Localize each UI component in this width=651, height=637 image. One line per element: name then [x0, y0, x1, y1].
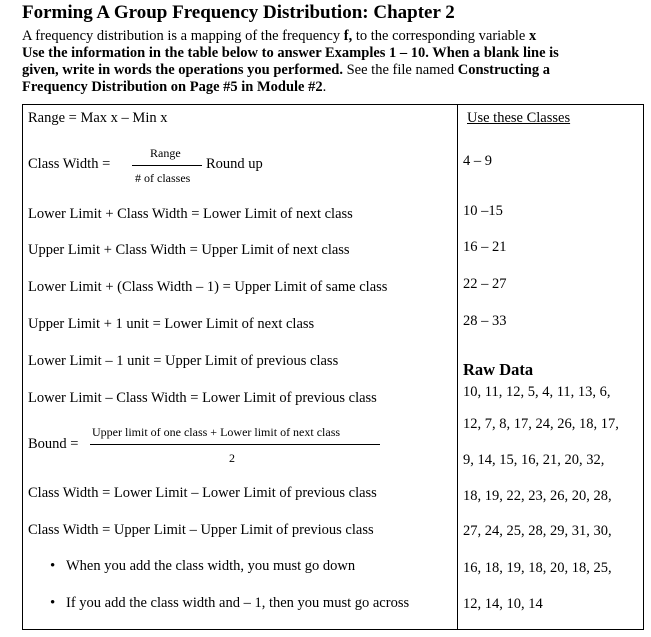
formula-lower-next-unit: Upper Limit + 1 unit = Lower Limit of next class — [28, 316, 315, 332]
bound-fraction-bar — [90, 444, 380, 445]
class-item: 4 – 9 — [463, 153, 492, 169]
page-title: Forming A Group Frequency Distribution: Chapter 2 — [22, 2, 455, 23]
class-width-denominator: # of classes — [135, 171, 191, 185]
formula-lower-next: Lower Limit + Class Width = Lower Limit of next class — [28, 206, 353, 222]
bullet-go-down: When you add the class width, you must go down — [66, 558, 356, 574]
bound-numerator: Upper limit of one class + Lower limit of next class — [92, 425, 341, 439]
class-width-numerator: Range — [150, 146, 181, 160]
class-item: 28 – 33 — [463, 313, 507, 329]
class-item: 16 – 21 — [463, 239, 507, 255]
raw-data-title: Raw Data — [463, 360, 534, 379]
formula-lower-previous: Lower Limit – Class Width = Lower Limit of previous class — [28, 390, 377, 406]
raw-data-line: 12, 14, 10, 14 — [463, 596, 543, 612]
bullet-go-across: If you add the class width and – 1, then you must go across — [66, 595, 410, 611]
bullet-dot-1: • — [50, 558, 56, 574]
bullet-dot-2: • — [50, 595, 56, 611]
class-width-round-up: Round up — [206, 156, 263, 172]
formula-upper-next: Upper Limit + Class Width = Upper Limit of next class — [28, 242, 350, 258]
table-divider — [457, 104, 458, 630]
bound-denominator: 2 — [229, 451, 235, 465]
raw-data-line: 9, 14, 15, 16, 21, 20, 32, — [463, 452, 605, 468]
raw-data-line: 27, 24, 25, 28, 29, 31, 30, — [463, 523, 612, 539]
class-width-fraction-bar — [132, 165, 202, 166]
intro-line-2: Use the information in the table below to answer Examples 1 – 10. When a blank line is — [22, 45, 559, 61]
formula-width-lower: Class Width = Lower Limit – Lower Limit of previous class — [28, 485, 377, 501]
class-item: 10 –15 — [463, 203, 503, 219]
formula-upper-previous-unit: Lower Limit – 1 unit = Upper Limit of previous class — [28, 353, 339, 369]
bound-label: Bound = — [28, 436, 79, 452]
raw-data-line: 10, 11, 12, 5, 4, 11, 13, 6, — [463, 384, 611, 400]
raw-data-line: 12, 7, 8, 17, 24, 26, 18, 17, — [463, 416, 619, 432]
class-item: 22 – 27 — [463, 276, 507, 292]
intro-line-3: given, write in words the operations you performed. See the file named Constructing a — [22, 62, 550, 78]
formula-upper-same: Lower Limit + (Class Width – 1) = Upper Limit of same class — [28, 279, 388, 295]
classes-header: Use these Classes — [467, 110, 571, 126]
formula-width-upper: Class Width = Upper Limit – Upper Limit of previous class — [28, 522, 374, 538]
class-width-label: Class Width = — [28, 156, 111, 172]
intro-line-4: Frequency Distribution on Page #5 in Module #2. — [22, 79, 327, 95]
raw-data-line: 16, 18, 19, 18, 20, 18, 25, — [463, 560, 612, 576]
range-formula: Range = Max x – Min x — [28, 110, 168, 126]
raw-data-line: 18, 19, 22, 23, 26, 20, 28, — [463, 488, 612, 504]
intro-line-1: A frequency distribution is a mapping of the frequency f, to the corresponding variable x — [22, 28, 537, 44]
